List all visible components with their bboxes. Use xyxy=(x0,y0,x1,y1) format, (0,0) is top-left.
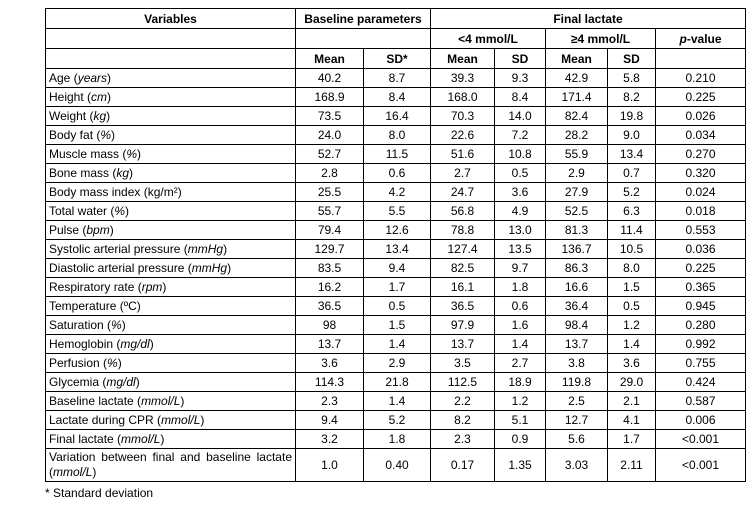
variable-cell: Pulse (bpm) xyxy=(46,221,296,240)
table-row xyxy=(46,126,746,145)
value-cell: 2.7 xyxy=(431,164,495,183)
value-cell: 0.225 xyxy=(656,259,746,278)
table-row xyxy=(46,392,746,411)
value-cell: 52.5 xyxy=(546,202,608,221)
value-cell: 1.7 xyxy=(364,278,431,297)
value-cell: 5.5 xyxy=(364,202,431,221)
value-cell: 22.6 xyxy=(431,126,495,145)
value-cell: 0.280 xyxy=(656,316,746,335)
value-cell: 16.4 xyxy=(364,107,431,126)
variable-cell: Muscle mass (%) xyxy=(46,145,296,164)
value-cell: 8.7 xyxy=(364,69,431,88)
value-cell: 0.17 xyxy=(431,449,495,482)
value-cell: 40.2 xyxy=(296,69,364,88)
value-cell: 1.8 xyxy=(495,278,546,297)
value-cell: 1.6 xyxy=(495,316,546,335)
value-cell: 97.9 xyxy=(431,316,495,335)
value-cell: 4.1 xyxy=(608,411,656,430)
value-cell: 52.7 xyxy=(296,145,364,164)
header-p-value xyxy=(656,29,746,49)
header-baseline-parameters: Baseline parameters xyxy=(296,9,431,29)
value-cell: 3.6 xyxy=(296,354,364,373)
value-cell: 1.2 xyxy=(495,392,546,411)
value-cell: 2.8 xyxy=(296,164,364,183)
value-cell: 13.5 xyxy=(495,240,546,259)
variable-unit: bpm xyxy=(86,222,110,237)
value-cell: 8.0 xyxy=(364,126,431,145)
value-cell: 2.5 xyxy=(546,392,608,411)
value-cell: 39.3 xyxy=(431,69,495,88)
variable-unit: kg/m² xyxy=(147,184,178,199)
value-cell: 5.8 xyxy=(608,69,656,88)
value-cell: 1.5 xyxy=(364,316,431,335)
header-group-gte4: ≥4 mmol/L xyxy=(546,29,656,49)
table-row xyxy=(46,107,746,126)
p-value-suffix: -value xyxy=(686,31,722,46)
value-cell: 1.2 xyxy=(608,316,656,335)
value-cell: 78.8 xyxy=(431,221,495,240)
table-row xyxy=(46,335,746,354)
variable-unit: % xyxy=(100,127,112,142)
value-cell: 3.6 xyxy=(495,183,546,202)
variable-unit: mmol/L xyxy=(53,465,93,479)
value-cell: 1.8 xyxy=(364,430,431,449)
value-cell: 8.4 xyxy=(495,88,546,107)
value-cell: 0.755 xyxy=(656,354,746,373)
variable-cell: Saturation (%) xyxy=(46,316,296,335)
variable-unit: % xyxy=(114,203,126,218)
variable-cell: Respiratory rate (rpm) xyxy=(46,278,296,297)
table-row xyxy=(46,354,746,373)
value-cell: <0.001 xyxy=(656,430,746,449)
value-cell: 98.4 xyxy=(546,316,608,335)
table-row xyxy=(46,145,746,164)
table-row xyxy=(46,316,746,335)
value-cell: 8.4 xyxy=(364,88,431,107)
table-row xyxy=(46,411,746,430)
value-cell: 0.225 xyxy=(656,88,746,107)
value-cell: 56.8 xyxy=(431,202,495,221)
variable-cell: Baseline lactate (mmol/L) xyxy=(46,392,296,411)
value-cell: 0.424 xyxy=(656,373,746,392)
variable-unit: kg xyxy=(93,108,107,123)
value-cell: 11.5 xyxy=(364,145,431,164)
value-cell: 55.9 xyxy=(546,145,608,164)
variable-unit: mmHg xyxy=(187,241,224,256)
value-cell: 81.3 xyxy=(546,221,608,240)
value-cell: 168.9 xyxy=(296,88,364,107)
variable-unit: ºC xyxy=(123,298,137,313)
value-cell: 0.036 xyxy=(656,240,746,259)
value-cell: 2.1 xyxy=(608,392,656,411)
variable-unit: mg/dl xyxy=(120,336,150,351)
value-cell: 83.5 xyxy=(296,259,364,278)
variable-cell: Variation between final and baseline lactate (mmol/L) xyxy=(46,449,296,482)
table-row xyxy=(46,202,746,221)
value-cell: 2.7 xyxy=(495,354,546,373)
variable-unit: % xyxy=(111,317,122,332)
header-lt4-mean: Mean xyxy=(431,49,495,69)
header-baseline-sd: SD* xyxy=(364,49,431,69)
value-cell: 1.5 xyxy=(608,278,656,297)
value-cell: 9.7 xyxy=(495,259,546,278)
value-cell: 16.2 xyxy=(296,278,364,297)
value-cell: 29.0 xyxy=(608,373,656,392)
table-row xyxy=(46,164,746,183)
variable-unit: years xyxy=(77,70,108,85)
value-cell: 6.3 xyxy=(608,202,656,221)
value-cell: 0.9 xyxy=(495,430,546,449)
variable-unit: mg/dl xyxy=(106,374,136,389)
value-cell: 2.3 xyxy=(296,392,364,411)
value-cell: 82.5 xyxy=(431,259,495,278)
value-cell: 0.006 xyxy=(656,411,746,430)
header-empty-cell xyxy=(46,49,296,69)
variable-cell: Diastolic arterial pressure (mmHg) xyxy=(46,259,296,278)
variable-unit: % xyxy=(126,146,138,161)
value-cell: 10.8 xyxy=(495,145,546,164)
variable-cell: Temperature (ºC) xyxy=(46,297,296,316)
value-cell: 1.7 xyxy=(608,430,656,449)
value-cell: 1.4 xyxy=(364,392,431,411)
value-cell: 0.024 xyxy=(656,183,746,202)
variable-cell: Glycemia (mg/dl) xyxy=(46,373,296,392)
value-cell: 70.3 xyxy=(431,107,495,126)
value-cell: 5.2 xyxy=(608,183,656,202)
header-empty-cell xyxy=(46,29,296,49)
value-cell: 112.5 xyxy=(431,373,495,392)
value-cell: 136.7 xyxy=(546,240,608,259)
value-cell: 13.4 xyxy=(608,145,656,164)
table-row xyxy=(46,88,746,107)
value-cell: 98 xyxy=(296,316,364,335)
value-cell: 51.6 xyxy=(431,145,495,164)
value-cell: 13.7 xyxy=(546,335,608,354)
value-cell: 5.1 xyxy=(495,411,546,430)
variable-cell: Systolic arterial pressure (mmHg) xyxy=(46,240,296,259)
value-cell: 0.5 xyxy=(608,297,656,316)
value-cell: 0.5 xyxy=(364,297,431,316)
value-cell: 0.6 xyxy=(495,297,546,316)
value-cell: 127.4 xyxy=(431,240,495,259)
variable-unit: kg xyxy=(116,165,130,180)
variable-cell: Hemoglobin (mg/dl) xyxy=(46,335,296,354)
value-cell: 3.03 xyxy=(546,449,608,482)
header-gte4-sd: SD xyxy=(608,49,656,69)
variable-unit: rpm xyxy=(141,279,163,294)
header-group-lt4: <4 mmol/L xyxy=(431,29,546,49)
value-cell: 9.4 xyxy=(296,411,364,430)
value-cell: 4.9 xyxy=(495,202,546,221)
variable-cell: Body mass index (kg/m²) xyxy=(46,183,296,202)
header-row-groups xyxy=(46,9,746,29)
variable-cell: Height (cm) xyxy=(46,88,296,107)
value-cell: 82.4 xyxy=(546,107,608,126)
value-cell: 0.945 xyxy=(656,297,746,316)
value-cell: 36.5 xyxy=(296,297,364,316)
value-cell: 11.4 xyxy=(608,221,656,240)
table-row xyxy=(46,430,746,449)
value-cell: 0.7 xyxy=(608,164,656,183)
table-row xyxy=(46,297,746,316)
value-cell: 79.4 xyxy=(296,221,364,240)
value-cell: 14.0 xyxy=(495,107,546,126)
value-cell: 5.2 xyxy=(364,411,431,430)
value-cell: 1.0 xyxy=(296,449,364,482)
value-cell: 36.4 xyxy=(546,297,608,316)
value-cell: 12.7 xyxy=(546,411,608,430)
value-cell: 0.6 xyxy=(364,164,431,183)
variable-unit: mmol/L xyxy=(161,412,201,427)
value-cell: 2.3 xyxy=(431,430,495,449)
value-cell: 4.2 xyxy=(364,183,431,202)
value-cell: 0.210 xyxy=(656,69,746,88)
value-cell: 3.5 xyxy=(431,354,495,373)
variable-unit: mmol/L xyxy=(141,393,181,408)
table-row xyxy=(46,240,746,259)
value-cell: 8.0 xyxy=(608,259,656,278)
value-cell: 0.018 xyxy=(656,202,746,221)
variable-cell: Bone mass (kg) xyxy=(46,164,296,183)
value-cell: 0.320 xyxy=(656,164,746,183)
value-cell: 9.4 xyxy=(364,259,431,278)
value-cell: 129.7 xyxy=(296,240,364,259)
value-cell: 36.5 xyxy=(431,297,495,316)
value-cell: 73.5 xyxy=(296,107,364,126)
footnote: * Standard deviation xyxy=(45,486,154,500)
table-row xyxy=(46,278,746,297)
value-cell: 16.6 xyxy=(546,278,608,297)
header-baseline-mean: Mean xyxy=(296,49,364,69)
value-cell: 1.4 xyxy=(364,335,431,354)
value-cell: 13.0 xyxy=(495,221,546,240)
p-value-italic-p: p xyxy=(679,31,687,46)
value-cell: 24.0 xyxy=(296,126,364,145)
value-cell: 171.4 xyxy=(546,88,608,107)
value-cell: 9.3 xyxy=(495,69,546,88)
value-cell: 0.587 xyxy=(656,392,746,411)
table-row xyxy=(46,259,746,278)
value-cell: 0.992 xyxy=(656,335,746,354)
value-cell: 0.270 xyxy=(656,145,746,164)
variable-unit: % xyxy=(107,355,118,370)
table-row xyxy=(46,373,746,392)
value-cell: 7.2 xyxy=(495,126,546,145)
value-cell: 19.8 xyxy=(608,107,656,126)
value-cell: 3.8 xyxy=(546,354,608,373)
value-cell: 55.7 xyxy=(296,202,364,221)
value-cell: 1.35 xyxy=(495,449,546,482)
value-cell: 2.2 xyxy=(431,392,495,411)
value-cell: 86.3 xyxy=(546,259,608,278)
variable-cell: Lactate during CPR (mmol/L) xyxy=(46,411,296,430)
value-cell: 3.6 xyxy=(608,354,656,373)
table-row xyxy=(46,69,746,88)
value-cell: 10.5 xyxy=(608,240,656,259)
value-cell: 119.8 xyxy=(546,373,608,392)
value-cell: 1.4 xyxy=(608,335,656,354)
value-cell: 0.5 xyxy=(495,164,546,183)
value-cell: 28.2 xyxy=(546,126,608,145)
value-cell: 0.034 xyxy=(656,126,746,145)
value-cell: 18.9 xyxy=(495,373,546,392)
value-cell: 3.2 xyxy=(296,430,364,449)
value-cell: 42.9 xyxy=(546,69,608,88)
value-cell: 24.7 xyxy=(431,183,495,202)
value-cell: 16.1 xyxy=(431,278,495,297)
table-row xyxy=(46,449,746,482)
value-cell: 13.4 xyxy=(364,240,431,259)
header-variables: Variables xyxy=(46,9,296,29)
value-cell: 114.3 xyxy=(296,373,364,392)
value-cell: <0.001 xyxy=(656,449,746,482)
header-row-stats xyxy=(46,49,746,69)
variable-cell: Perfusion (%) xyxy=(46,354,296,373)
value-cell: 2.9 xyxy=(364,354,431,373)
value-cell: 0.026 xyxy=(656,107,746,126)
value-cell: 27.9 xyxy=(546,183,608,202)
value-cell: 0.553 xyxy=(656,221,746,240)
value-cell: 1.4 xyxy=(495,335,546,354)
value-cell: 8.2 xyxy=(431,411,495,430)
results-table xyxy=(45,8,746,482)
value-cell: 21.8 xyxy=(364,373,431,392)
value-cell: 2.11 xyxy=(608,449,656,482)
value-cell: 13.7 xyxy=(296,335,364,354)
table-row xyxy=(46,183,746,202)
variable-unit: mmHg xyxy=(191,260,228,275)
value-cell: 12.6 xyxy=(364,221,431,240)
variable-cell: Final lactate (mmol/L) xyxy=(46,430,296,449)
header-empty-cell xyxy=(296,29,431,49)
value-cell: 0.40 xyxy=(364,449,431,482)
value-cell: 13.7 xyxy=(431,335,495,354)
variable-cell: Age (years) xyxy=(46,69,296,88)
value-cell: 9.0 xyxy=(608,126,656,145)
value-cell: 25.5 xyxy=(296,183,364,202)
value-cell: 0.365 xyxy=(656,278,746,297)
variable-cell: Weight (kg) xyxy=(46,107,296,126)
value-cell: 168.0 xyxy=(431,88,495,107)
header-gte4-mean: Mean xyxy=(546,49,608,69)
header-row-subgroups xyxy=(46,29,746,49)
table-body xyxy=(46,69,746,482)
variable-unit: mmol/L xyxy=(121,431,161,446)
value-cell: 8.2 xyxy=(608,88,656,107)
table-header xyxy=(46,9,746,69)
header-empty-cell xyxy=(656,49,746,69)
value-cell: 2.9 xyxy=(546,164,608,183)
variable-unit: cm xyxy=(91,89,108,104)
variable-cell: Total water (%) xyxy=(46,202,296,221)
variable-cell: Body fat (%) xyxy=(46,126,296,145)
header-final-lactate: Final lactate xyxy=(431,9,746,29)
value-cell: 5.6 xyxy=(546,430,608,449)
table-row xyxy=(46,221,746,240)
header-lt4-sd: SD xyxy=(495,49,546,69)
